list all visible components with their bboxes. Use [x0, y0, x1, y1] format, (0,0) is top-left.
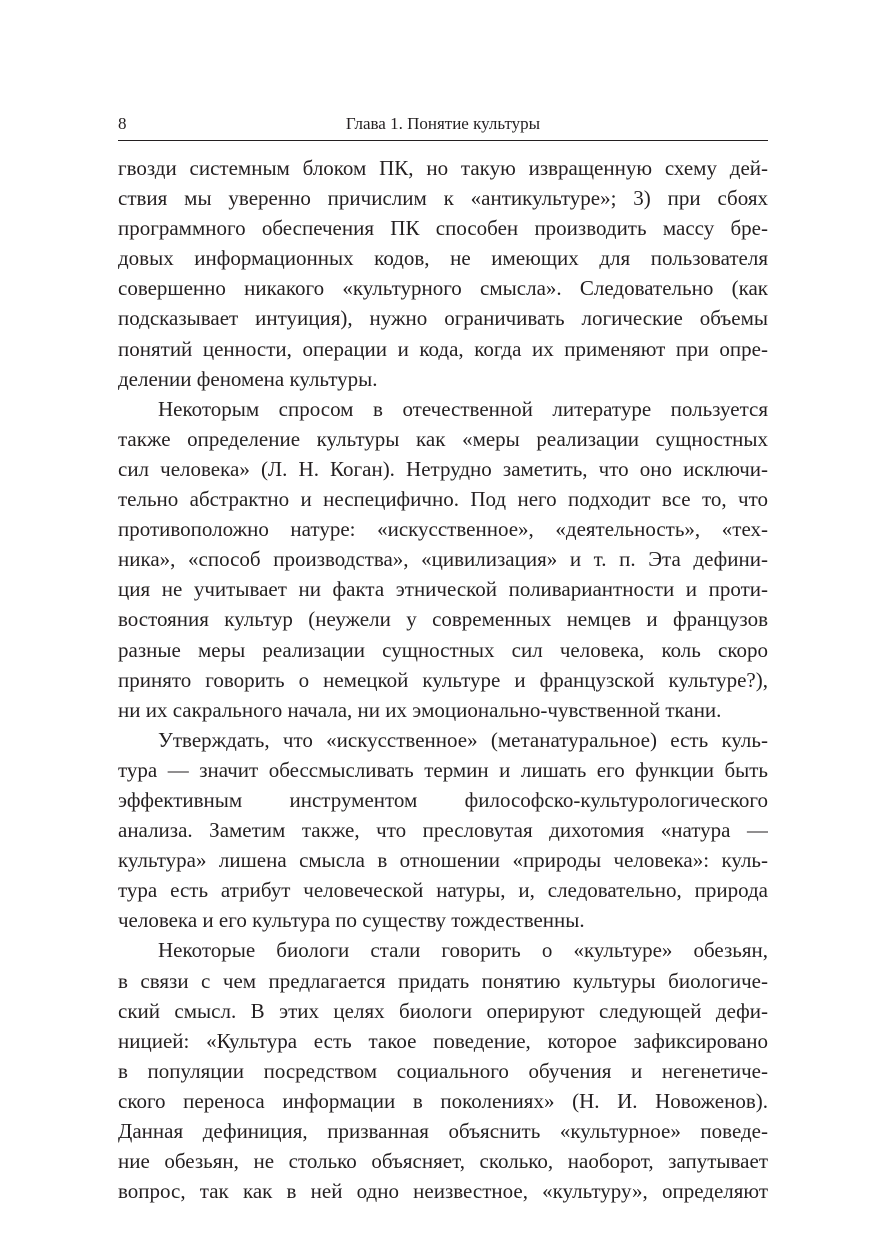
text-line: программного обеспечения ПК способен производить массу бре-: [118, 216, 768, 241]
text-line: сил человека» (Л. Н. Коган). Нетрудно заметить, что оно исключи-: [118, 456, 768, 481]
text-line: ского переноса информации в поколениях» (Н. И. Новоженов).: [118, 1088, 768, 1113]
text-line: делении феномена культуры.: [118, 366, 378, 391]
text-line: тура есть атрибут человеческой натуры, и, следовательно, природа: [118, 878, 768, 903]
text-line: ние обезьян, не столько объясняет, сколько, наоборот, запутывает: [118, 1149, 768, 1174]
text-line: ствия мы уверенно причислим к «антикультуре»; 3) при сбоях: [118, 186, 768, 211]
text-line: противоположно натуре: «искусственное», «деятельность», «тех-: [118, 517, 768, 542]
running-head: [118, 112, 768, 136]
text-line: Утверждать, что «искусственное» (метанатуральное) есть куль-: [158, 727, 768, 752]
chapter-title: Глава 1. Понятие культуры: [345, 114, 541, 133]
paragraph: [118, 394, 768, 725]
text-line: тура — значит обессмысливать термин и лишать его функции быть: [118, 757, 768, 782]
body-text: [118, 153, 768, 1206]
page-number: 8: [118, 114, 127, 133]
text-line: вопрос, так как в ней одно неизвестное, «культуру», определяют: [118, 1179, 768, 1204]
text-line: разные меры реализации сущностных сил человека, коль скоро: [118, 637, 768, 662]
header-rule: [118, 140, 768, 141]
text-line: принято говорить о немецкой культуре и французской культуре?),: [118, 667, 768, 692]
text-line: в связи с чем предлагается придать понятию культуры биологиче-: [118, 968, 768, 993]
text-line: совершенно никакого «культурного смысла». Следовательно (как: [118, 276, 768, 301]
text-line: гвозди системным блоком ПК, но такую извращенную схему дей-: [118, 156, 768, 180]
text-line: подсказывает интуиция), нужно ограничивать логические объемы: [118, 306, 768, 331]
text-line: понятий ценности, операции и кода, когда их применяют при опре-: [118, 336, 768, 361]
text-line: анализа. Заметим также, что пресловутая дихотомия «натура —: [118, 818, 768, 843]
text-line: ницией: «Культура есть такое поведение, которое зафиксировано: [118, 1028, 768, 1053]
text-line: тельно абстрактно и неспецифично. Под него подходит все то, что: [118, 487, 768, 512]
text-line: также определение культуры как «меры реализации сущностных: [118, 426, 768, 451]
paragraph: [118, 153, 768, 394]
text-line: в популяции посредством социального обучения и негенетиче-: [118, 1058, 768, 1083]
text-line: эффективным инструментом философско-культурологического: [118, 787, 768, 812]
book-page: [118, 112, 768, 1206]
text-line: довых информационных кодов, не имеющих для пользователя: [118, 246, 768, 271]
text-line: Данная дефиниция, призванная объяснить «культурное» поведе-: [118, 1119, 768, 1143]
text-line: человека и его культура по существу тождественны.: [118, 908, 585, 933]
text-line: Некоторым спросом в отечественной литературе пользуется: [158, 396, 768, 421]
text-line: Некоторые биологи стали говорить о «культуре» обезьян,: [158, 938, 768, 963]
text-line: ника», «способ производства», «цивилизация» и т. п. Эта дефини-: [118, 547, 768, 572]
paragraph: [118, 935, 768, 1206]
text-line: ни их сакрального начала, ни их эмоционально-чувственной ткани.: [118, 697, 722, 722]
text-line: культура» лишена смысла в отношении «природы человека»: куль-: [118, 848, 768, 873]
paragraph: [118, 725, 768, 936]
text-line: ция не учитывает ни факта этнической поливариантности и проти-: [118, 577, 768, 602]
text-line: ский смысл. В этих целях биологи оперируют следующей дефи-: [118, 998, 768, 1023]
text-line: востояния культур (неужели у современных немцев и французов: [118, 607, 768, 632]
